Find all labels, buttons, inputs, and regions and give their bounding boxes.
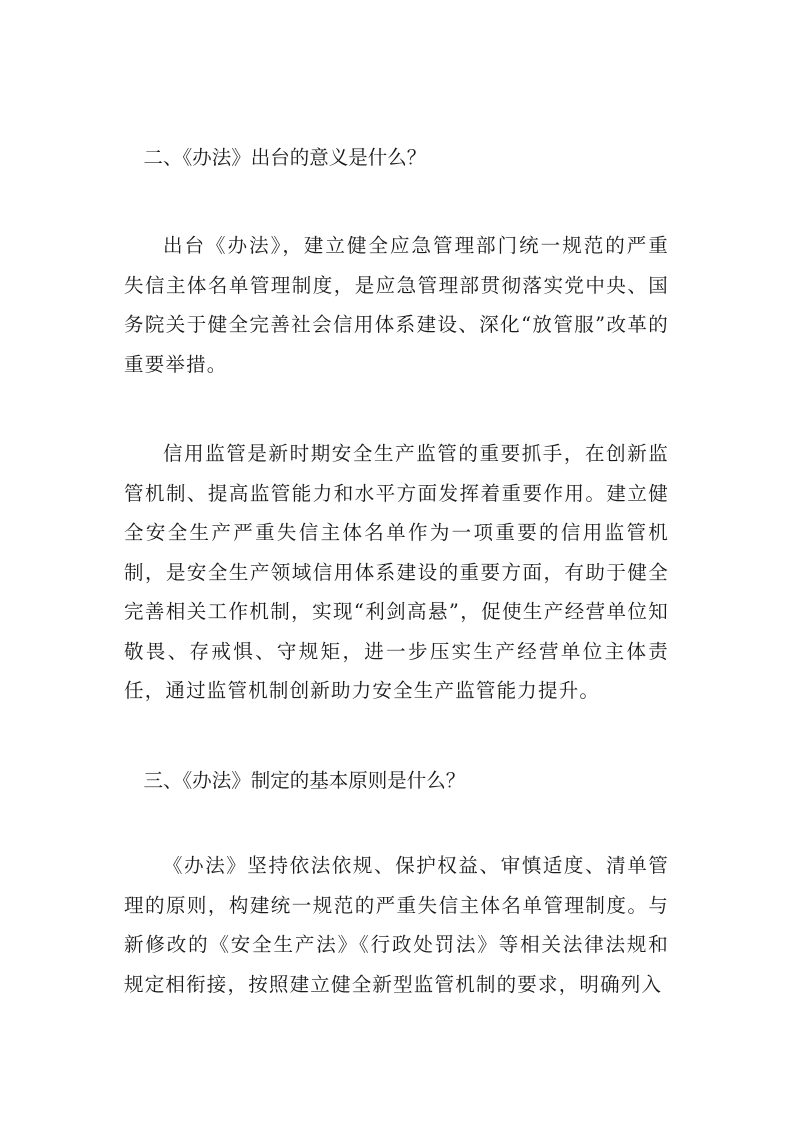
section-heading-3: 三、《办法》制定的基本原则是什么？ — [124, 769, 466, 792]
paragraph-principles: 《办法》坚持依法依规、保护权益、审慎适度、清单管理的原则，构建统一规范的严重失信主体名单管理制度。与新修改的《安全生产法》《行政处罚法》等相关法律法规和规定相衔接，按照建立健全新型监管机制的要求，明确列入 — [124, 854, 669, 996]
section-heading-2: 二、《办法》出台的意义是什么？ — [124, 146, 427, 169]
paragraph-significance: 出台《办法》，建立健全应急管理部门统一规范的严重失信主体名单管理制度，是应急管理部贯彻落实党中央、国务院关于健全完善社会信用体系建设、深化“放管服”改革的重要举措。 — [124, 234, 669, 376]
paragraph-credit-supervision: 信用监管是新时期安全生产监管的重要抓手，在创新监管机制、提高监管能力和水平方面发挥着重要作用。建立健全安全生产严重失信主体名单作为一项重要的信用监管机制，是安全生产领域信用体系建设的重要方面，有助于健全完善相关工作机制，实现“利剑高悬”，促使生产经营单位知敬畏、存戒惧、守规矩，进一步压实生产经营单位主体责任，通过监管机制创新助力安全生产监管能力提升。 — [124, 442, 669, 702]
